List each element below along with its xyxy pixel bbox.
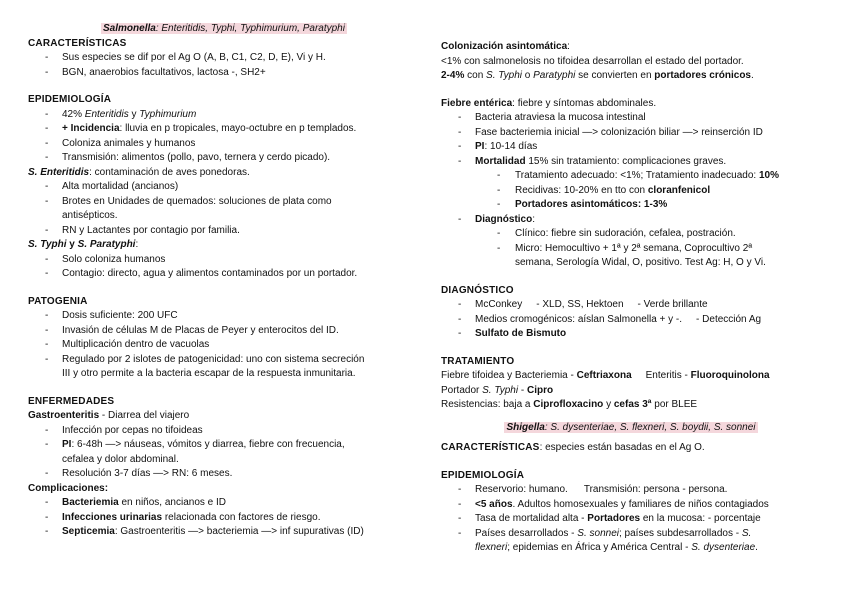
list-item-continuation: flexneri; epidemias en África y América Central - S. dysenteriae. <box>475 542 758 553</box>
sub-list-item-continuation: semana, Serología Widal, O, positivo. Test Ag: H, O y Vi. <box>515 257 766 268</box>
list-item: - Bacteria atraviesa la mucosa intestinal <box>441 111 821 126</box>
list-item: - Sus especies se dif por el Ag O (A, B, C1, C2, D, E), Vi y H. <box>28 51 420 66</box>
colonizacion-line: 2-4% con S. Typhi o Paratyphi se convierten en portadores crónicos. <box>441 70 754 81</box>
list-item-continuation: antisépticos. <box>62 210 118 221</box>
list-item: - Contagio: directo, agua y alimentos contaminados por un portador. <box>28 267 420 282</box>
shigella-caracteristicas: CARACTERÍSTICAS: especies están basadas en el Ag O. <box>441 442 705 453</box>
list-item-continuation: cefalea y dolor abdominal. <box>62 453 179 465</box>
fiebre-enterica-header: Fiebre entérica: fiebre y síntomas abdominales. <box>441 97 657 109</box>
caracteristicas-header: CARACTERÍSTICAS <box>28 37 127 49</box>
list-item: - Medios cromogénicos: aíslan Salmonella + y -. - Detección Ag <box>441 313 821 328</box>
list-item: - Sulfato de Bismuto <box>441 327 821 342</box>
list-item: - Regulado por 2 islotes de patogenicidad: uno con sistema secreción <box>28 353 420 368</box>
list-item: - PI: 10-14 días <box>441 140 821 155</box>
list-item: - Países desarrollados - S. sonnei; países subdesarrollados - S. <box>441 527 821 542</box>
list-item: - Diagnóstico: <box>441 213 821 228</box>
shigella-title <box>441 421 821 436</box>
tratamiento-line: Portador S. Typhi - Cipro <box>441 384 554 396</box>
gastroenteritis-subheader: Gastroenteritis - Diarrea del viajero <box>28 410 190 421</box>
colonizacion-line: <1% con salmonelosis no tifoidea desarrollan el estado del portador. <box>441 55 744 67</box>
diagnostico-header: DIAGNÓSTICO <box>441 284 514 296</box>
tratamiento-header: TRATAMIENTO <box>441 355 515 367</box>
list-item: - Fase bacteriemia inicial —> colonización biliar —> reinserción ID <box>441 126 821 141</box>
list-item: - + Incidencia: lluvia en p tropicales, mayo-octubre en p templados. <box>28 122 420 137</box>
list-item: - Infección por cepas no tifoideas <box>28 424 420 439</box>
shigella-title-highlight: Shigella: S. dysenteriae, S. flexneri, S. boydii, S. sonnei <box>506 421 756 433</box>
sub-list-item: - Portadores asintomáticos: 1-3% <box>441 198 821 213</box>
list-item: - Alta mortalidad (ancianos) <box>28 180 420 195</box>
list-item: - Dosis suficiente: 200 UFC <box>28 309 420 324</box>
sub-list-item: - Clínico: fiebre sin sudoración, cefalea, postración. <box>441 227 821 242</box>
list-item: - Multiplicación dentro de vacuolas <box>28 338 420 353</box>
list-item: - Infecciones urinarias relacionada con factores de riesgo. <box>28 511 420 526</box>
list-item: - McConkey - XLD, SS, Hektoen - Verde brillante <box>441 298 821 313</box>
list-item: - Reservorio: humano. Transmisión: persona - persona. <box>441 483 821 498</box>
complicaciones-subheader: Complicaciones: <box>28 482 109 494</box>
list-item-continuation: III y otro permite a la bacteria escapar de la respuesta inmunitaria. <box>62 368 356 379</box>
tratamiento-line: Fiebre tifoidea y Bacteriemia - Ceftriaxona Enteritis - Fluoroquinolona <box>441 370 770 381</box>
list-item: - <5 años. Adultos homosexuales y familiares de niños contagiados <box>441 498 821 513</box>
sub-list-item: - Tratamiento adecuado: <1%; Tratamiento inadecuado: 10% <box>441 169 821 184</box>
right-column <box>441 40 821 556</box>
list-item: - PI: 6-48h —> náuseas, vómitos y diarrea, fiebre con frecuencia, <box>28 438 420 453</box>
salmonella-title-highlight: Salmonella: Enteritidis, Typhi, Typhimurium, Paratyphi <box>103 23 345 34</box>
list-item: - Tasa de mortalidad alta - Portadores en la mucosa: - porcentaje <box>441 512 821 527</box>
epidemiologia-header: EPIDEMIOLOGÍA <box>28 94 112 105</box>
list-item: - Mortalidad 15% sin tratamiento: complicaciones graves. <box>441 155 821 170</box>
list-item: - Transmisión: alimentos (pollo, pavo, ternera y cerdo picado). <box>28 151 420 166</box>
typhi-subheader: S. Typhi y S. Paratyphi: <box>28 239 139 250</box>
list-item: - Resolución 3-7 días —> RN: 6 meses. <box>28 467 420 482</box>
enfermedades-header: ENFERMEDADES <box>28 395 115 407</box>
list-item: - Invasión de células M de Placas de Peyer y enterocitos del ID. <box>28 324 420 339</box>
tratamiento-line: Resistencias: baja a Ciprofloxacino y cefas 3ª por BLEE <box>441 399 698 410</box>
list-item: - Brotes en Unidades de quemados: soluciones de plata como <box>28 195 420 210</box>
list-item: - Coloniza animales y humanos <box>28 137 420 152</box>
colonizacion-header: Colonización asintomática: <box>441 41 570 52</box>
list-item: - 42% Enteritidis y Typhimurium <box>28 108 420 123</box>
list-item: - RN y Lactantes por contagio por familia. <box>28 224 420 239</box>
sub-list-item: - Micro: Hemocultivo + 1ª y 2ª semana, Coprocultivo 2ª <box>441 242 821 257</box>
list-item: - Septicemia: Gastroenteritis —> bacteriemia —> inf supurativas (ID) <box>28 525 420 540</box>
patogenia-header: PATOGENIA <box>28 295 88 307</box>
sub-list-item: - Recidivas: 10-20% en tto con cloranfenicol <box>441 184 821 199</box>
enteritidis-subheader: S. Enteritidis: contaminación de aves ponedoras. <box>28 166 250 178</box>
salmonella-title <box>28 22 420 37</box>
shigella-epidemiologia-header: EPIDEMIOLOGÍA <box>441 469 525 481</box>
list-item: - Bacteriemia en niños, ancianos e ID <box>28 496 420 511</box>
left-column <box>28 22 420 540</box>
list-item: - Solo coloniza humanos <box>28 253 420 268</box>
list-item: - BGN, anaerobios facultativos, lactosa -, SH2+ <box>28 66 420 81</box>
